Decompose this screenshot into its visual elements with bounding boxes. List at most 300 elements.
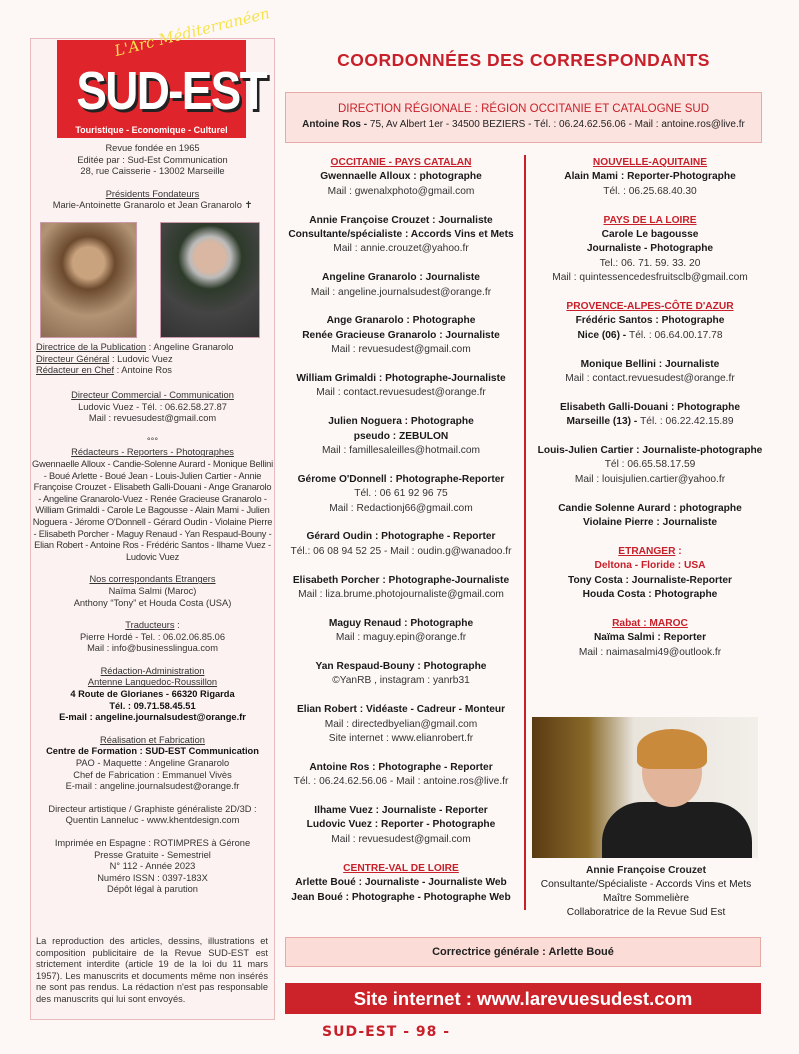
text-segment: Rédaction-Administration xyxy=(100,665,205,676)
contact-block xyxy=(280,761,522,790)
text-line-inner xyxy=(76,758,229,770)
text-segment: Journaliste - Photographe xyxy=(586,243,714,255)
text-line xyxy=(528,444,772,458)
text-line-inner xyxy=(327,314,476,328)
text-line xyxy=(280,804,522,818)
text-line xyxy=(528,545,772,559)
spacer xyxy=(528,530,772,544)
correctrice-box: Correctrice générale : Arlette Boué xyxy=(285,937,761,967)
text-line-inner xyxy=(298,588,504,602)
text-segment: Gérome O'Donnell : Photographe-Reporter xyxy=(297,473,505,485)
spacer xyxy=(280,602,522,616)
text-line-inner xyxy=(94,850,211,862)
text-line xyxy=(32,884,273,896)
text-line xyxy=(32,815,273,827)
text-segment: Mail : maguy.epin@orange.fr xyxy=(335,632,467,644)
text-line-inner xyxy=(558,502,742,516)
contact-block xyxy=(280,862,522,905)
text-line-inner xyxy=(147,436,158,448)
contact-block xyxy=(32,838,273,896)
text-segment: Directeur artistique / Graphiste généraliste 2D/3D : xyxy=(48,803,257,814)
text-line-inner xyxy=(311,286,491,300)
sud-est-logo: L'Arc Méditerranéen SUD-EST Touristique - Economique - Culturel xyxy=(57,40,246,138)
text-segment: Carole Le bagousse xyxy=(601,229,699,241)
text-line xyxy=(32,574,273,586)
text-segment: Alain Mami : Reporter-Photographe xyxy=(564,171,736,183)
text-line-inner xyxy=(618,545,681,559)
text-line xyxy=(528,372,772,386)
regional-direction-box xyxy=(285,92,762,143)
text-segment: Mail : contact.revuesudest@orange.fr xyxy=(565,373,735,385)
contact-block xyxy=(280,660,522,689)
contact-block xyxy=(280,617,522,646)
contact-block xyxy=(32,436,273,564)
text-line-inner xyxy=(354,430,449,444)
text-line-inner xyxy=(320,170,482,184)
text-line-inner xyxy=(333,242,469,256)
text-line-inner xyxy=(354,487,447,501)
spacer xyxy=(528,430,772,444)
text-line-inner xyxy=(316,386,485,400)
text-segment: Yan Respaud-Bouny : Photographe xyxy=(315,661,487,673)
text-line-inner xyxy=(578,329,723,343)
text-line-inner xyxy=(603,214,696,228)
text-line xyxy=(280,372,522,386)
text-line xyxy=(280,631,522,645)
spacer xyxy=(32,655,273,666)
text-segment: William Grimaldi : Photographe-Journaliste xyxy=(296,373,506,385)
text-line-inner xyxy=(331,156,472,170)
text-line-inner xyxy=(314,804,487,818)
founder-photo-marie-antoinette xyxy=(40,222,137,338)
text-line xyxy=(280,876,522,890)
text-line xyxy=(280,660,522,674)
text-segment: Elisabeth Porcher : Photographe-Journaliste xyxy=(292,574,510,586)
text-line xyxy=(528,516,772,530)
text-line-inner xyxy=(101,666,205,678)
section-heading: PAYS DE LA LOIRE xyxy=(603,214,697,226)
text-line xyxy=(528,617,772,631)
text-line-inner xyxy=(329,732,473,746)
founder-photo-jean xyxy=(160,222,260,338)
text-segment: Mail : revuesudest@gmail.com xyxy=(88,413,217,424)
text-line xyxy=(528,314,772,328)
text-line xyxy=(528,574,772,588)
text-line-inner xyxy=(106,189,200,201)
contact-block xyxy=(528,444,772,487)
text-segment: Nice (06) - xyxy=(577,329,630,341)
text-line-inner xyxy=(288,228,513,242)
contact-block xyxy=(280,372,522,401)
spacer xyxy=(280,358,522,372)
text-line-inner xyxy=(36,365,172,377)
text-segment: Gwennaelle Alloux - Candie-Solenne Aurard - Monique Bellini - Boué Arlette - Boué Jean - Louis-Julien Cartier - Annie Françoise Crouzet - Elisabeth Galli-Douani - Ange Granarolo - Angeline Granarolo-Vuez - Renée Gracieuse Granarolo - William Grimaldi - Carole Le Bagousse - Alain Mami - Julien Noguera - Jérome O'Donnell - Gérard Oudin - Violaine Pierre - Elisabeth Porcher - Maguy Renaud - Yan Respaud-Bouny - Elian Robert - Antoine Ros - Frédéric Santos - Ilhame Vuez - Ludovic Vuez xyxy=(32,458,273,562)
contact-block xyxy=(32,574,273,609)
spacer xyxy=(528,199,772,213)
text-line xyxy=(528,473,772,487)
contact-block xyxy=(280,804,522,847)
text-line xyxy=(528,242,772,256)
text-line-inner xyxy=(78,402,227,414)
spacer xyxy=(280,458,522,472)
text-line xyxy=(528,185,772,199)
text-segment: Chef de Fabrication : Emmanuel Vivès xyxy=(73,769,232,780)
text-line-inner xyxy=(579,646,721,660)
text-line-inner xyxy=(100,735,205,747)
contact-block xyxy=(280,473,522,516)
text-line xyxy=(32,712,273,724)
text-line xyxy=(280,862,522,876)
text-segment: Antenne Languedoc-Roussillon xyxy=(87,677,218,688)
contact-block xyxy=(32,390,273,425)
text-line xyxy=(280,214,522,228)
text-line-inner xyxy=(331,833,470,847)
text-line xyxy=(528,559,772,573)
text-line xyxy=(32,620,273,632)
text-line-inner xyxy=(593,156,707,170)
contact-block xyxy=(528,502,772,531)
text-line-inner xyxy=(309,214,492,228)
direction-heading: DIRECTION RÉGIONALE : RÉGION OCCITANIE ET CATALOGNE SUD xyxy=(337,103,710,115)
text-segment: Mail : angeline.journalsudest@orange.fr xyxy=(310,286,492,298)
text-segment: Deltona - Floride : USA xyxy=(594,560,706,572)
text-line xyxy=(528,458,772,472)
text-line-inner xyxy=(66,815,240,827)
text-line-inner xyxy=(322,271,480,285)
spacer xyxy=(528,386,772,400)
text-line-inner xyxy=(587,242,713,256)
text-line-inner xyxy=(552,271,748,285)
text-line xyxy=(32,143,273,155)
text-line xyxy=(528,631,772,645)
spacer xyxy=(280,199,522,213)
text-segment: Réalisation et Fabrication xyxy=(100,734,205,745)
text-line xyxy=(280,415,522,429)
text-segment: Editée par : Sud-Est Communication xyxy=(77,154,228,165)
text-line xyxy=(280,574,522,588)
text-line xyxy=(528,358,772,372)
text-segment: Arlette Boué : Journaliste - Journaliste Web xyxy=(295,877,507,889)
text-line-inner xyxy=(36,342,233,354)
contact-block xyxy=(280,703,522,746)
text-line-inner xyxy=(329,502,472,516)
text-line-inner xyxy=(105,143,199,155)
spacer xyxy=(280,689,522,703)
text-line xyxy=(280,617,522,631)
correspondents-column-middle xyxy=(280,156,522,905)
text-line-inner xyxy=(53,200,253,212)
text-segment: ©YanRB , instagram : yanrb31 xyxy=(332,675,470,687)
spacer xyxy=(528,602,772,616)
website-banner[interactable]: Site internet : www.larevuesudest.com xyxy=(285,983,761,1014)
text-line xyxy=(32,189,273,201)
text-line-inner xyxy=(612,617,688,631)
text-segment: Annie Françoise Crouzet : Journaliste xyxy=(309,214,493,226)
contact-block xyxy=(528,617,772,660)
text-line xyxy=(280,170,522,184)
text-segment: Frédéric Santos : Photographe xyxy=(575,315,725,327)
text-line-inner xyxy=(55,838,250,850)
text-line xyxy=(32,586,273,598)
text-line-inner xyxy=(343,862,459,876)
text-line xyxy=(528,329,772,343)
text-segment: Présidents Fondateurs xyxy=(105,188,200,199)
text-line-inner xyxy=(583,588,718,602)
text-line xyxy=(36,342,272,354)
text-line-inner xyxy=(564,170,736,184)
text-segment: Renée Gracieuse Granarolo : Journaliste xyxy=(302,329,500,341)
text-segment: Imprimée en Espagne : ROTIMPRES à Gérone xyxy=(54,838,251,848)
text-line xyxy=(528,415,772,429)
masthead-intro xyxy=(32,143,273,212)
spacer xyxy=(528,286,772,300)
text-line-inner xyxy=(290,545,511,559)
text-line xyxy=(280,545,522,559)
text-segment: Directeur Commercial - Communication xyxy=(71,390,234,400)
text-segment: Mail : annie.crouzet@yahoo.fr xyxy=(333,243,469,255)
text-line-inner xyxy=(602,228,699,242)
spacer xyxy=(528,487,772,501)
text-segment: N° 112 - Année 2023 xyxy=(109,861,196,872)
text-line-inner xyxy=(59,712,246,724)
text-line xyxy=(280,271,522,285)
text-line-inner xyxy=(73,770,231,782)
contact-block xyxy=(280,271,522,300)
text-line-inner xyxy=(125,620,179,632)
text-line-inner xyxy=(293,574,509,588)
text-line xyxy=(280,444,522,458)
text-segment: Mail : contact.revuesudest@orange.fr xyxy=(316,387,486,399)
text-segment: Site internet : www.elianrobert.fr xyxy=(328,733,474,745)
text-segment: Tel.: 06. 71. 59. 33. 20 xyxy=(599,257,701,269)
text-line xyxy=(528,156,772,170)
direction-contact: Antoine Ros - 75, Av Albert 1er - 34500 BEZIERS - Tél. : 06.24.62.56.06 - Mail : antoine.ros@live.fr xyxy=(302,119,745,130)
text-line xyxy=(528,257,772,271)
text-line-inner xyxy=(306,530,495,544)
text-line xyxy=(280,156,522,170)
text-segment: : Angeline Granarolo xyxy=(146,342,234,352)
contact-block xyxy=(32,620,273,655)
text-line xyxy=(280,674,522,688)
spacer xyxy=(280,401,522,415)
text-segment: Marie-Antoinette Granarolo et Jean Granarolo ✝ xyxy=(52,200,253,211)
spacer xyxy=(32,425,273,436)
text-line xyxy=(32,166,273,178)
text-line xyxy=(32,677,273,689)
text-segment: Violaine Pierre : Journaliste xyxy=(583,517,717,529)
text-line-inner xyxy=(316,660,487,674)
text-segment: Mail : Redactionj66@gmail.com xyxy=(329,502,473,514)
text-line xyxy=(280,386,522,400)
text-line-inner xyxy=(329,617,473,631)
contact-block xyxy=(32,143,273,178)
text-segment: Tél : 06.65.58.17.59 xyxy=(604,459,696,471)
text-line-inner xyxy=(77,155,227,167)
text-segment: Tél. : 06.25.68.40.30 xyxy=(603,185,697,197)
caption-collab: Collaboratrice de la Revue Sud Est xyxy=(566,907,726,918)
correspondents-column-right xyxy=(528,156,772,660)
text-line-inner xyxy=(322,444,480,458)
text-line xyxy=(32,402,273,414)
text-line xyxy=(32,746,273,758)
text-line xyxy=(528,588,772,602)
text-line-inner xyxy=(80,166,224,178)
text-line-inner xyxy=(336,631,466,645)
text-segment: pseudo : ZEBULON xyxy=(353,430,449,442)
spacer xyxy=(280,847,522,861)
text-line-inner xyxy=(70,689,234,701)
spacer xyxy=(280,790,522,804)
text-line-inner xyxy=(565,372,734,386)
text-line xyxy=(36,354,272,366)
text-line-inner xyxy=(568,574,732,588)
text-line xyxy=(280,833,522,847)
text-line xyxy=(280,891,522,905)
text-segment: Elisabeth Galli-Douani : Photographe xyxy=(560,401,740,413)
section-heading: PROVENCE-ALPES-CÔTE D'AZUR xyxy=(566,301,734,313)
text-line xyxy=(280,775,522,789)
spacer xyxy=(32,178,273,189)
text-line-inner xyxy=(296,372,505,386)
text-line xyxy=(528,214,772,228)
text-segment: Elian Robert : Vidéaste - Cadreur - Monteur xyxy=(296,704,506,716)
contact-block xyxy=(528,358,772,387)
text-segment: °°° xyxy=(146,435,159,446)
text-segment: Tél. : 09.71.58.45.51 xyxy=(109,700,196,711)
text-line-inner xyxy=(298,473,505,487)
text-segment: Tél. : 06.22.42.15.89 xyxy=(640,416,734,428)
text-segment: Gwennaelle Alloux : photographe xyxy=(320,171,482,183)
text-line xyxy=(32,666,273,678)
caption-role: Consultante/Spécialiste - Accords Vins et Mets xyxy=(540,879,752,890)
section-heading: Rabat : MAROC xyxy=(612,617,688,629)
masthead-roles xyxy=(36,342,272,377)
text-line-inner xyxy=(74,598,232,610)
text-segment: Tony Costa : Journaliste-Reporter xyxy=(568,574,732,586)
text-line xyxy=(32,838,273,850)
text-line-inner xyxy=(88,677,217,689)
text-line-inner xyxy=(294,775,509,789)
contact-block xyxy=(528,545,772,603)
text-line-inner xyxy=(583,516,717,530)
text-segment: Ange Granarolo : Photographe xyxy=(326,315,476,327)
text-line xyxy=(528,401,772,415)
spacer xyxy=(280,257,522,271)
text-line-inner xyxy=(87,643,218,655)
text-segment: Quentin Lanneluc - www.khentdesign.com xyxy=(65,815,240,826)
text-segment: Tél. : 06.24.62.56.06 - Mail : antoine.ros@live.fr xyxy=(293,776,509,788)
text-segment: PAO - Maquette : Angeline Granarolo xyxy=(75,758,230,769)
text-line-inner xyxy=(328,415,473,429)
text-line xyxy=(280,185,522,199)
text-line xyxy=(32,873,273,885)
text-line xyxy=(528,271,772,285)
spacer xyxy=(280,646,522,660)
caption-name: Annie Françoise Crouzet xyxy=(585,865,706,876)
text-segment: Pierre Hordé - Tel. : 06.02.06.85.06 xyxy=(79,631,226,642)
text-segment: Monique Bellini : Journaliste xyxy=(580,358,720,370)
section-heading: CENTRE-VAL DE LOIRE xyxy=(343,862,459,874)
text-segment: Naïma Salmi : Reporter xyxy=(593,632,707,644)
text-segment: Tél. : 06 61 92 96 75 xyxy=(354,488,448,500)
section-heading: OCCITANIE - PAYS CATALAN xyxy=(330,157,472,168)
text-segment: Directeur Général xyxy=(36,353,110,364)
text-line xyxy=(528,646,772,660)
text-line-inner xyxy=(576,314,725,328)
section-heading: ETRANGER xyxy=(618,545,676,557)
text-line xyxy=(280,718,522,732)
contact-block xyxy=(280,574,522,603)
text-segment: Mail : gwenalxphoto@gmail.com xyxy=(327,185,475,197)
column-divider xyxy=(524,155,526,910)
text-segment: Angeline Granarolo : Journaliste xyxy=(322,272,480,284)
text-line-inner xyxy=(71,390,234,402)
text-line-inner xyxy=(309,761,492,775)
text-segment: Mail : liza.brume.photojournaliste@gmail.com xyxy=(298,589,504,601)
caption-title: Maître Sommelière xyxy=(602,893,690,904)
text-line-inner xyxy=(566,415,733,429)
text-segment: Ilhame Vuez : Journaliste - Reporter xyxy=(314,805,488,817)
text-line xyxy=(32,632,273,644)
text-line xyxy=(32,804,273,816)
text-line xyxy=(528,170,772,184)
masthead-details xyxy=(32,390,273,896)
text-line xyxy=(280,588,522,602)
text-segment: Rédacteur en Chef xyxy=(36,365,115,376)
text-segment: Mail : quintessencedesfruitsclb@gmail.com xyxy=(552,272,748,284)
text-segment: Centre de Formation : SUD-EST Communication xyxy=(46,746,259,757)
text-line xyxy=(280,343,522,357)
text-line-inner xyxy=(291,891,510,905)
text-line xyxy=(32,447,273,459)
text-segment: 28, rue Caisserie - 13002 Marseille xyxy=(80,166,225,177)
text-segment: Mail : revuesudest@gmail.com xyxy=(331,344,471,356)
contact-block xyxy=(280,156,522,199)
spacer xyxy=(32,793,273,804)
text-segment: Ludovic Vuez - Tél. : 06.62.58.27.87 xyxy=(78,401,227,412)
text-line-inner xyxy=(594,631,706,645)
text-line xyxy=(528,502,772,516)
text-segment: Mail : naimasalmi49@outlook.fr xyxy=(578,646,722,658)
text-line-inner xyxy=(302,329,500,343)
text-segment: Tél. : 06.64.00.17.78 xyxy=(629,329,723,341)
contact-block xyxy=(32,666,273,724)
text-line xyxy=(280,242,522,256)
text-segment: Numéro ISSN : 0397-183X xyxy=(97,872,208,883)
spacer xyxy=(32,827,273,838)
contact-block xyxy=(280,314,522,357)
text-line-inner xyxy=(110,861,196,873)
text-line xyxy=(32,850,273,862)
spacer xyxy=(32,724,273,735)
text-segment: Mail : famillesaleilles@hotmail.com xyxy=(321,445,481,457)
photo-annie-francoise-crouzet xyxy=(532,717,758,858)
text-segment: Revue fondée en 1965 xyxy=(105,143,200,153)
text-line xyxy=(280,530,522,544)
text-segment: Presse Gratuite - Semestriel xyxy=(94,849,211,860)
text-line-inner xyxy=(46,746,259,758)
text-line-inner xyxy=(97,873,208,885)
text-segment: Julien Noguera : Photographe xyxy=(328,416,474,428)
text-segment: : Ludovic Vuez xyxy=(109,353,173,364)
text-line xyxy=(280,502,522,516)
text-line xyxy=(32,200,273,212)
text-line-inner xyxy=(566,300,733,314)
text-line-inner xyxy=(48,804,256,816)
text-segment: Candie Solenne Aurard : photographe xyxy=(558,502,742,514)
text-line xyxy=(32,390,273,402)
text-segment: Mail : revuesudest@gmail.com xyxy=(331,833,471,845)
